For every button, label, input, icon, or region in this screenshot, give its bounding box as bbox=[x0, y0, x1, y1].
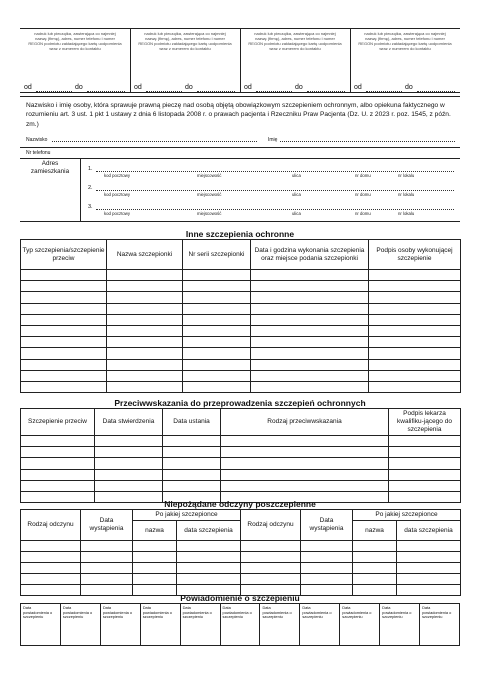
phone-label: Nr telefonu bbox=[26, 150, 51, 156]
table-row bbox=[21, 552, 461, 563]
table-cell[interactable] bbox=[369, 281, 461, 292]
table-cell[interactable] bbox=[251, 337, 369, 348]
address-row-number: 3. bbox=[88, 204, 93, 210]
column-header: nazwa bbox=[133, 521, 177, 541]
table-cell[interactable] bbox=[251, 325, 369, 336]
column-header: Szczepienie przeciw bbox=[21, 409, 95, 436]
table-cell[interactable] bbox=[21, 469, 95, 480]
table-cell[interactable] bbox=[95, 458, 163, 469]
table-cell[interactable] bbox=[107, 337, 183, 348]
table-cell[interactable] bbox=[163, 458, 221, 469]
table-cell[interactable] bbox=[183, 314, 251, 325]
table-cell[interactable] bbox=[221, 436, 389, 447]
table-row bbox=[21, 370, 461, 381]
name-label: Imię bbox=[268, 137, 278, 143]
address-sublabel: ulica bbox=[292, 192, 301, 197]
address-sublabel: miejscowość bbox=[197, 211, 222, 216]
table-cell[interactable] bbox=[241, 574, 301, 585]
table-cell[interactable] bbox=[397, 552, 461, 563]
address-sublabel: miejscowość bbox=[197, 173, 222, 178]
column-header: nazwa bbox=[353, 521, 397, 541]
table-cell[interactable] bbox=[389, 436, 461, 447]
table-cell[interactable] bbox=[163, 447, 221, 458]
table-cell[interactable] bbox=[107, 270, 183, 281]
table-cell[interactable] bbox=[353, 541, 397, 552]
address-field[interactable] bbox=[96, 171, 454, 172]
address-row-number: 2. bbox=[88, 185, 93, 191]
table-cell[interactable] bbox=[177, 541, 241, 552]
table-cell[interactable] bbox=[95, 480, 163, 491]
table-row bbox=[21, 541, 461, 552]
table-cell[interactable] bbox=[95, 469, 163, 480]
notification-table bbox=[20, 603, 460, 646]
contraindications-table bbox=[20, 408, 461, 503]
name-field[interactable] bbox=[280, 141, 455, 142]
table-cell[interactable] bbox=[133, 552, 177, 563]
table-row bbox=[21, 458, 461, 469]
table-cell[interactable] bbox=[221, 447, 389, 458]
table-cell[interactable] bbox=[21, 303, 107, 314]
date-from-label: od bbox=[244, 84, 252, 91]
address-sublabel: kod pocztowy bbox=[104, 211, 131, 216]
table-cell[interactable] bbox=[369, 359, 461, 370]
table-cell[interactable] bbox=[353, 552, 397, 563]
notification-cell[interactable]: Data powiadomienia o szczepieniu bbox=[300, 604, 340, 646]
table-row bbox=[21, 359, 461, 370]
table-cell[interactable] bbox=[389, 447, 461, 458]
column-header: data szczepienia bbox=[177, 521, 241, 541]
table-cell[interactable] bbox=[241, 552, 301, 563]
table-cell[interactable] bbox=[183, 337, 251, 348]
table-cell[interactable] bbox=[21, 337, 107, 348]
table-cell[interactable] bbox=[107, 348, 183, 359]
table-cell[interactable] bbox=[21, 563, 81, 574]
table-cell[interactable] bbox=[369, 292, 461, 303]
table-cell[interactable] bbox=[107, 359, 183, 370]
table-cell[interactable] bbox=[301, 563, 353, 574]
table-cell[interactable] bbox=[369, 270, 461, 281]
address-sublabel: nr lokalu bbox=[398, 173, 415, 178]
table-cell[interactable] bbox=[107, 292, 183, 303]
table-cell[interactable] bbox=[107, 314, 183, 325]
stamp-note: nadruk lub pieczątka, zawierająca co najmniej nazwę (firmę), adres, numer telefonu i numer REGON podmiotu zakładającego kartę uodpornienia wraz z numerem do kontaktu bbox=[358, 31, 452, 51]
notification-cell[interactable]: Data powiadomienia o szczepieniu bbox=[140, 604, 180, 646]
table-row bbox=[21, 436, 461, 447]
address-sublabel: nr domu bbox=[355, 192, 371, 197]
table-cell[interactable] bbox=[221, 480, 389, 491]
table-cell[interactable] bbox=[389, 480, 461, 491]
other-vaccinations-table bbox=[20, 239, 461, 393]
notification-cell[interactable]: Data powiadomienia o szczepieniu bbox=[260, 604, 300, 646]
table-cell[interactable] bbox=[353, 574, 397, 585]
table-cell[interactable] bbox=[251, 381, 369, 392]
table-cell[interactable] bbox=[251, 303, 369, 314]
table-row bbox=[21, 281, 461, 292]
table-cell[interactable] bbox=[301, 574, 353, 585]
stamp-note: nadruk lub pieczątka, zawierająca co najmniej nazwę (firmę), adres, numer telefonu i numer REGON podmiotu zakładającego kartę uodpornienia wraz z numerem do kontaktu bbox=[28, 31, 122, 51]
table-row bbox=[21, 447, 461, 458]
table-cell[interactable] bbox=[81, 541, 133, 552]
table-cell[interactable] bbox=[107, 281, 183, 292]
date-from-label: od bbox=[24, 84, 32, 91]
notification-cell[interactable]: Data powiadomienia o szczepieniu bbox=[100, 604, 140, 646]
table-cell[interactable] bbox=[183, 370, 251, 381]
table-cell[interactable] bbox=[369, 381, 461, 392]
table-cell[interactable] bbox=[221, 469, 389, 480]
table-cell[interactable] bbox=[353, 563, 397, 574]
address-sublabel: nr domu bbox=[355, 173, 371, 178]
table-cell[interactable] bbox=[251, 314, 369, 325]
table-row bbox=[21, 270, 461, 281]
table-cell[interactable] bbox=[251, 348, 369, 359]
address-sublabel: miejscowość bbox=[197, 192, 222, 197]
date-to-label: do bbox=[75, 84, 83, 91]
table-header-row bbox=[21, 510, 461, 521]
table-cell[interactable] bbox=[397, 574, 461, 585]
table-cell[interactable] bbox=[183, 359, 251, 370]
adverse-title: Niepożądane odczyny poszczepienne bbox=[164, 499, 316, 509]
address-sublabel: kod pocztowy bbox=[104, 173, 131, 178]
table-cell[interactable] bbox=[241, 563, 301, 574]
table-cell[interactable] bbox=[21, 314, 107, 325]
table-row bbox=[21, 314, 461, 325]
surname-field[interactable] bbox=[52, 141, 257, 142]
notification-cell[interactable]: Data powiadomienia o szczepieniu bbox=[380, 604, 420, 646]
stamp-divider bbox=[240, 28, 241, 92]
address-field[interactable] bbox=[96, 190, 454, 191]
column-header: Data i godzina wykonania szczepienia oraz miejsce podania szczepionki bbox=[251, 240, 369, 270]
table-cell[interactable] bbox=[251, 281, 369, 292]
table-cell[interactable] bbox=[251, 370, 369, 381]
column-header: Data wystąpienia bbox=[81, 510, 133, 541]
table-cell[interactable] bbox=[107, 370, 183, 381]
table-cell[interactable] bbox=[21, 458, 95, 469]
column-header: Nr serii szczepionki bbox=[183, 240, 251, 270]
table-row bbox=[21, 292, 461, 303]
table-cell[interactable] bbox=[369, 325, 461, 336]
table-cell[interactable] bbox=[177, 552, 241, 563]
table-cell[interactable] bbox=[95, 436, 163, 447]
table-cell[interactable] bbox=[251, 359, 369, 370]
table-cell[interactable] bbox=[21, 574, 81, 585]
column-header: data szczepienia bbox=[397, 521, 461, 541]
column-header: Data wystąpienia bbox=[301, 510, 353, 541]
table-cell[interactable] bbox=[163, 480, 221, 491]
table-cell[interactable] bbox=[163, 469, 221, 480]
table-cell[interactable] bbox=[81, 563, 133, 574]
table-row bbox=[21, 303, 461, 314]
column-header: Rodzaj przeciwwskazania bbox=[221, 409, 389, 436]
table-cell[interactable] bbox=[107, 381, 183, 392]
column-header: Po jakiej szczepionce bbox=[133, 510, 241, 521]
table-cell[interactable] bbox=[107, 303, 183, 314]
table-cell[interactable] bbox=[369, 337, 461, 348]
table-cell[interactable] bbox=[21, 270, 107, 281]
stamp-note: nadruk lub pieczątka, zawierająca co najmniej nazwę (firmę), adres, numer telefonu i numer REGON podmiotu zakładającego kartę uodpornienia wraz z numerem do kontaktu bbox=[248, 31, 342, 51]
address-row-number: 1. bbox=[88, 166, 93, 172]
stamp-divider bbox=[350, 28, 351, 92]
table-cell[interactable] bbox=[21, 552, 81, 563]
column-header: Data ustania bbox=[163, 409, 221, 436]
notification-cell[interactable]: Data powiadomienia o szczepieniu bbox=[60, 604, 100, 646]
table-cell[interactable] bbox=[369, 303, 461, 314]
table-cell[interactable] bbox=[397, 541, 461, 552]
table-cell[interactable] bbox=[251, 270, 369, 281]
column-header: Podpis osoby wykonującej szczepienie bbox=[369, 240, 461, 270]
table-header-row bbox=[21, 409, 461, 436]
column-header: Typ szczepienia/szczepienie przeciw bbox=[21, 240, 107, 270]
table-cell[interactable] bbox=[389, 458, 461, 469]
surname-label: Nazwisko bbox=[26, 137, 48, 143]
table-cell[interactable] bbox=[21, 436, 95, 447]
address-sublabel: nr lokalu bbox=[398, 192, 415, 197]
address-sublabel: nr lokalu bbox=[398, 211, 415, 216]
table-cell[interactable] bbox=[21, 359, 107, 370]
table-cell[interactable] bbox=[301, 541, 353, 552]
table-cell[interactable] bbox=[177, 563, 241, 574]
table-cell[interactable] bbox=[389, 469, 461, 480]
table-row bbox=[21, 574, 461, 585]
date-from-label: od bbox=[354, 84, 362, 91]
address-sublabel: kod pocztowy bbox=[104, 192, 131, 197]
table-cell[interactable] bbox=[21, 381, 107, 392]
column-header: Rodzaj odczynu bbox=[241, 510, 301, 541]
contraindications-title: Przeciwwskazania do przeprowadzenia szczepień ochronnych bbox=[114, 398, 366, 408]
table-cell[interactable] bbox=[21, 370, 107, 381]
address-label: Adres zamieszkania bbox=[30, 160, 70, 175]
date-to-label: do bbox=[185, 84, 193, 91]
table-cell[interactable] bbox=[21, 447, 95, 458]
table-cell[interactable] bbox=[81, 574, 133, 585]
adverse-table bbox=[20, 509, 461, 596]
table-row bbox=[21, 348, 461, 359]
table-cell[interactable] bbox=[397, 563, 461, 574]
table-cell[interactable] bbox=[251, 292, 369, 303]
guardian-statement: Nazwisko i imię osoby, która sprawuje prawną pieczę nad osobą objętą obowiązkowym szczepieniem ochronnym, albo opiekuna faktycznego w rozumieniu art. 3 ust. 1 pkt 1 ustawy z dnia 6 listopada 2008 r. o prawach pacjenta i Rzeczniku Praw Pacjenta (Dz. U. z 2023 r. poz. 1545, z późn. zm.) bbox=[26, 102, 451, 128]
table-cell[interactable] bbox=[183, 303, 251, 314]
table-cell[interactable] bbox=[369, 348, 461, 359]
notification-cell[interactable]: Data powiadomienia o szczepieniu bbox=[180, 604, 220, 646]
table-cell[interactable] bbox=[241, 541, 301, 552]
table-header-row bbox=[21, 240, 461, 270]
date-to-label: do bbox=[295, 84, 303, 91]
address-sublabel: ulica bbox=[292, 211, 301, 216]
table-cell[interactable] bbox=[21, 325, 107, 336]
table-cell[interactable] bbox=[21, 292, 107, 303]
table-cell[interactable] bbox=[21, 541, 81, 552]
table-cell[interactable] bbox=[183, 348, 251, 359]
table-cell[interactable] bbox=[369, 314, 461, 325]
table-cell[interactable] bbox=[21, 348, 107, 359]
table-cell[interactable] bbox=[81, 552, 133, 563]
table-cell[interactable] bbox=[21, 281, 107, 292]
table-cell[interactable] bbox=[301, 552, 353, 563]
table-row bbox=[21, 381, 461, 392]
stamp-note: nadruk lub pieczątka, zawierająca co najmniej nazwę (firmę), adres, numer telefonu i numer REGON podmiotu zakładającego kartę uodpornienia wraz z numerem do kontaktu bbox=[138, 31, 232, 51]
column-header: Rodzaj odczynu bbox=[21, 510, 81, 541]
table-row bbox=[21, 480, 461, 491]
notification-cell[interactable]: Data powiadomienia o szczepieniu bbox=[340, 604, 380, 646]
address-field[interactable] bbox=[96, 209, 454, 210]
table-cell[interactable] bbox=[183, 292, 251, 303]
column-header: Data stwierdzenia bbox=[95, 409, 163, 436]
table-cell[interactable] bbox=[183, 325, 251, 336]
notification-cell[interactable]: Data powiadomienia o szczepieniu bbox=[420, 604, 460, 646]
table-cell[interactable] bbox=[95, 447, 163, 458]
address-sublabel: nr domu bbox=[355, 211, 371, 216]
date-from-label: od bbox=[134, 84, 142, 91]
date-to-label: do bbox=[405, 84, 413, 91]
notification-cell[interactable]: Data powiadomienia o szczepieniu bbox=[220, 604, 260, 646]
table-row bbox=[21, 469, 461, 480]
notification-cell[interactable]: Data powiadomienia o szczepieniu bbox=[21, 604, 61, 646]
table-cell[interactable] bbox=[133, 574, 177, 585]
table-cell[interactable] bbox=[107, 325, 183, 336]
notification-title: Powiadomienie o szczepieniu bbox=[180, 593, 300, 603]
table-cell[interactable] bbox=[221, 458, 389, 469]
table-cell[interactable] bbox=[21, 480, 95, 491]
column-header: Po jakiej szczepionce bbox=[353, 510, 461, 521]
table-cell[interactable] bbox=[163, 436, 221, 447]
table-cell[interactable] bbox=[133, 541, 177, 552]
table-cell[interactable] bbox=[133, 563, 177, 574]
column-header: Nazwa szczepionki bbox=[107, 240, 183, 270]
table-row bbox=[21, 325, 461, 336]
table-row bbox=[21, 337, 461, 348]
address-sublabel: ulica bbox=[292, 173, 301, 178]
table-row bbox=[21, 604, 460, 646]
table-cell[interactable] bbox=[177, 574, 241, 585]
other-vaccinations-title: Inne szczepienia ochronne bbox=[185, 229, 295, 239]
stamp-bottom-border bbox=[20, 92, 460, 93]
table-cell[interactable] bbox=[183, 381, 251, 392]
stamp-divider bbox=[130, 28, 131, 92]
table-cell[interactable] bbox=[183, 281, 251, 292]
table-cell[interactable] bbox=[369, 370, 461, 381]
column-header: Podpis lekarza kwalifiku-jącego do szczepienia bbox=[389, 409, 461, 436]
table-row bbox=[21, 563, 461, 574]
table-cell[interactable] bbox=[183, 270, 251, 281]
